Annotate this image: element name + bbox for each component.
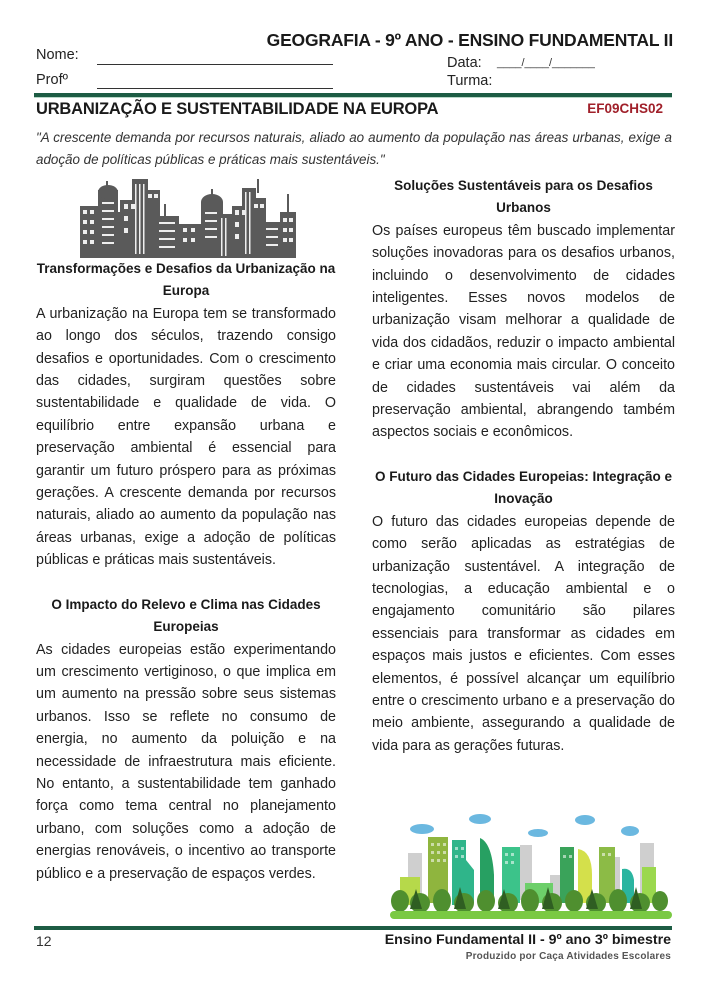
footer-course: Ensino Fundamental II - 9º ano 3º bimestre — [384, 932, 671, 948]
section-body-transformacoes: A urbanização na Europa tem se transformado ao longo dos séculos, trazendo consigo desafios e oportunidades. Com o crescimento das cidades, surgiram questões sobre sustentabilidade e qualidade de vida. O equilíbrio entre expansão urbana e preservação ambiental é essencial para garantir um futuro próspero para as próximas gerações. A crescente demanda por recursos naturais, aliado ao aumento da população nas áreas urbanas, exige a adoção de políticas públicas e práticas mais sustentáveis. — [36, 305, 336, 569]
class-field[interactable] — [505, 88, 670, 89]
section-title-futuro: O Futuro das Cidades Europeias: Integração e Inovação — [374, 468, 673, 507]
epigraph-quote: "A crescente demanda por recursos naturais, aliado ao aumento da população nas áreas urbanas, exige a adoção de políticas públicas e práticas mais sustentáveis." — [36, 130, 672, 167]
date-label: Data: — [447, 55, 482, 71]
section-title-solucoes: Soluções Sustentáveis para os Desafios Urbanos — [394, 178, 653, 216]
section-body-futuro: O futuro das cidades europeias depende de como serão aplicadas as estratégias de urbanização sustentável. A integração de tecnologias, a educação ambiental e o engajamento comunitário são pilares essenciais para transformar as cidades em espaços mais justos e eficientes. Com esses elementos, é possível alcançar um equilíbrio entre o crescimento urbano e a preservação do meio ambiente, assegurando a qualidade de vida para as gerações futuras. — [372, 513, 675, 754]
name-label: Nome: — [36, 47, 79, 63]
worksheet-title: GEOGRAFIA - 9º ANO - ENSINO FUNDAMENTAL II — [266, 30, 673, 50]
section-body-solucoes: Os países europeus têm buscado implementar soluções inovadoras para os desafios urbanos, incluindo o desenvolvimento de cidades inteligentes. Esses novos modelos de urbanização visam melhorar a qualidade de vida dos cidadãos, reduzir o impacto ambiental e criar uma economia mais circular. O conceito de cidades sustentáveis vai além da preservação ambiental, abrangendo também aspectos sociais e econômicos. — [372, 222, 675, 441]
section-body-impacto-relevo: As cidades europeias estão experimentando um crescimento vertiginoso, o que implica em um aumento na pressão sobre seus sistemas urbanos. Isso se reflete no consumo de energia, no aumento da poluição e na necessidade de infraestrutura mais eficiente. No entanto, a sustentabilidade tem ganhado força como tema central no planejamento urbano, com soluções como a adoção de energias renováveis, o incentivo ao transporte público e a preservação de espaços verdes. — [36, 641, 336, 882]
bncc-code: EF09CHS02 — [587, 101, 663, 116]
green-city-image — [380, 805, 680, 923]
teacher-field[interactable] — [97, 88, 333, 89]
teacher-label: Profº — [36, 72, 68, 88]
section-title-transformacoes: Transformações e Desafios da Urbanização na Europa — [36, 261, 336, 299]
name-field[interactable] — [97, 64, 333, 65]
topic-title: URBANIZAÇÃO E SUSTENTABILIDADE NA EUROPA — [36, 100, 439, 118]
page-number: 12 — [36, 933, 52, 949]
date-field[interactable]: ____/____/_______ — [497, 57, 595, 69]
left-column — [36, 258, 336, 885]
section-title-impacto-relevo: O Impacto do Relevo e Clima nas Cidades Europeias — [51, 596, 321, 635]
right-column — [372, 175, 675, 757]
footer-divider — [34, 926, 672, 930]
city-skyline-icon — [75, 176, 300, 258]
footer-credit: Produzido por Caça Atividades Escolares — [465, 951, 671, 962]
green-city-icon — [380, 805, 680, 923]
class-label: Turma: — [447, 73, 493, 89]
grey-skyline-image — [75, 176, 300, 258]
header-divider-shadow — [34, 97, 672, 98]
